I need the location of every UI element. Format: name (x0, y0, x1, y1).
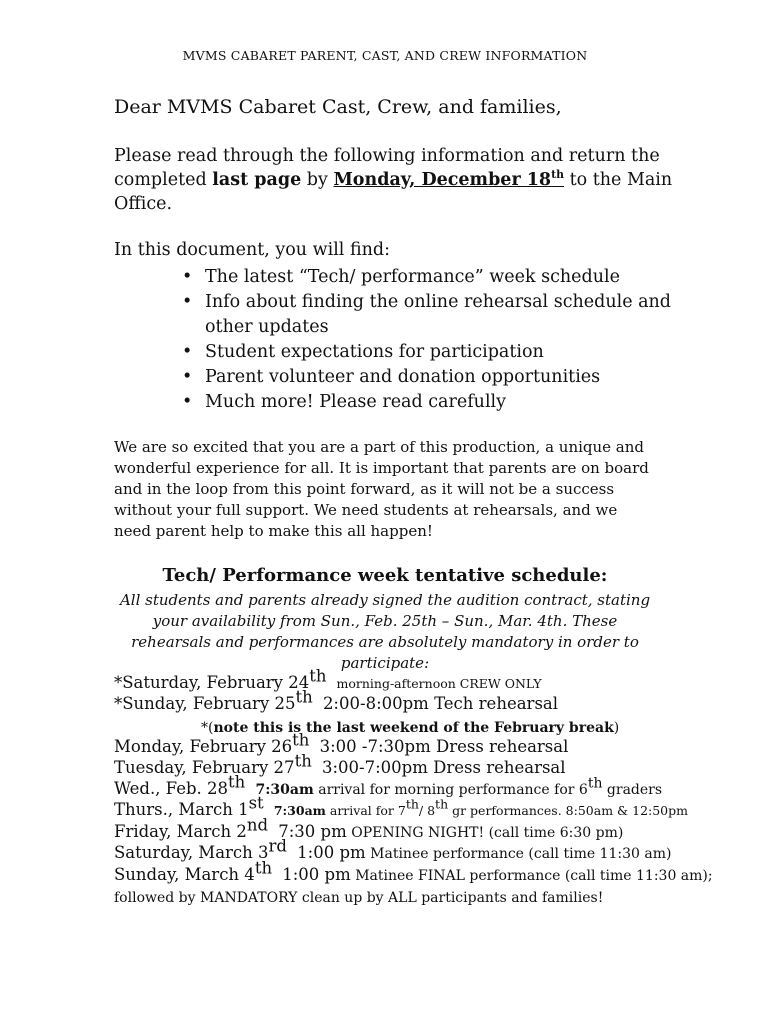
schedule-row-fri-mar-2: Friday, March 2nd 7:30 pm OPENING NIGHT! (call time 6:30 pm) (114, 815, 624, 841)
schedule-followup: followed by MANDATORY clean up by ALL participants and families! (114, 890, 604, 906)
schedule-row-tue-feb-27: Tuesday, February 27th 3:00-7:00pm Dress rehearsal (114, 751, 566, 777)
schedule-row-mon-feb-26: Monday, February 26th 3:00 -7:30pm Dress rehearsal (114, 730, 569, 756)
schedule-row-thu-mar-1: Thurs., March 1st 7:30am arrival for 7th/ 8th gr performances. 8:50am & 12:50pm (114, 793, 688, 819)
intro-text-2: by (301, 170, 334, 190)
salutation: Dear MVMS Cabaret Cast, Crew, and families, (114, 96, 562, 118)
bullet-icon: • (182, 367, 193, 387)
list-item: • Info about finding the online rehearsal schedule and other updates (182, 292, 672, 337)
bullet-icon: • (182, 292, 193, 312)
schedule-title: Tech/ Performance week tentative schedule: (162, 565, 608, 586)
schedule-row-sun-mar-4: Sunday, March 4th 1:00 pm Matinee FINAL performance (call time 11:30 am); (114, 858, 713, 884)
bullet-icon: • (182, 267, 193, 287)
intro-paragraph (114, 144, 674, 216)
list-item: • Parent volunteer and donation opportunities (182, 365, 672, 390)
list-item: • Student expectations for participation (182, 340, 672, 365)
schedule-row-sat-mar-3: Saturday, March 3rd 1:00 pm Matinee performance (call time 11:30 am) (114, 836, 672, 862)
bullet-icon: • (182, 392, 193, 412)
welcome-paragraph: We are so excited that you are a part of this production, a unique and wonderful experience for all. It is important that parents are on board and in the loop from this point forward, as it will not be a success without your full support. We need students at rehearsals, and we need parent help to make this all happen! (114, 438, 649, 540)
schedule-row-sat-feb-24: *Saturday, February 24th morning-afternoon CREW ONLY (114, 666, 542, 692)
contents-list (182, 265, 672, 415)
last-page-emphasis: last page (212, 170, 302, 190)
intro-text-1: Please read through the following information and return the completed (114, 146, 660, 190)
list-item: • Much more! Please read carefully (182, 390, 672, 415)
schedule-note: All students and parents already signed the audition contract, stating your availability from Sun., Feb. 25th – Sun., Mar. 4th. These rehearsals and performances are absolutely mandatory in order to participate: (119, 591, 651, 672)
bullet-icon: • (182, 342, 193, 362)
document-header: MVMS CABARET PARENT, CAST, AND CREW INFORMATION (182, 48, 588, 63)
schedule-row-sun-feb-25: *Sunday, February 25th 2:00-8:00pm Tech rehearsal (114, 687, 559, 713)
intro-text-3: to the Main Office. (114, 170, 673, 214)
schedule-note-break: *(note this is the last weekend of the February break) (201, 720, 620, 736)
schedule-row-wed-feb-28: Wed., Feb. 28th 7:30am arrival for morning performance for 6th graders (114, 772, 663, 798)
deadline-date: Monday, December 18th (333, 168, 565, 190)
list-item: • The latest “Tech/ performance” week schedule (182, 265, 672, 290)
contents-intro: In this document, you will find: (114, 240, 391, 260)
